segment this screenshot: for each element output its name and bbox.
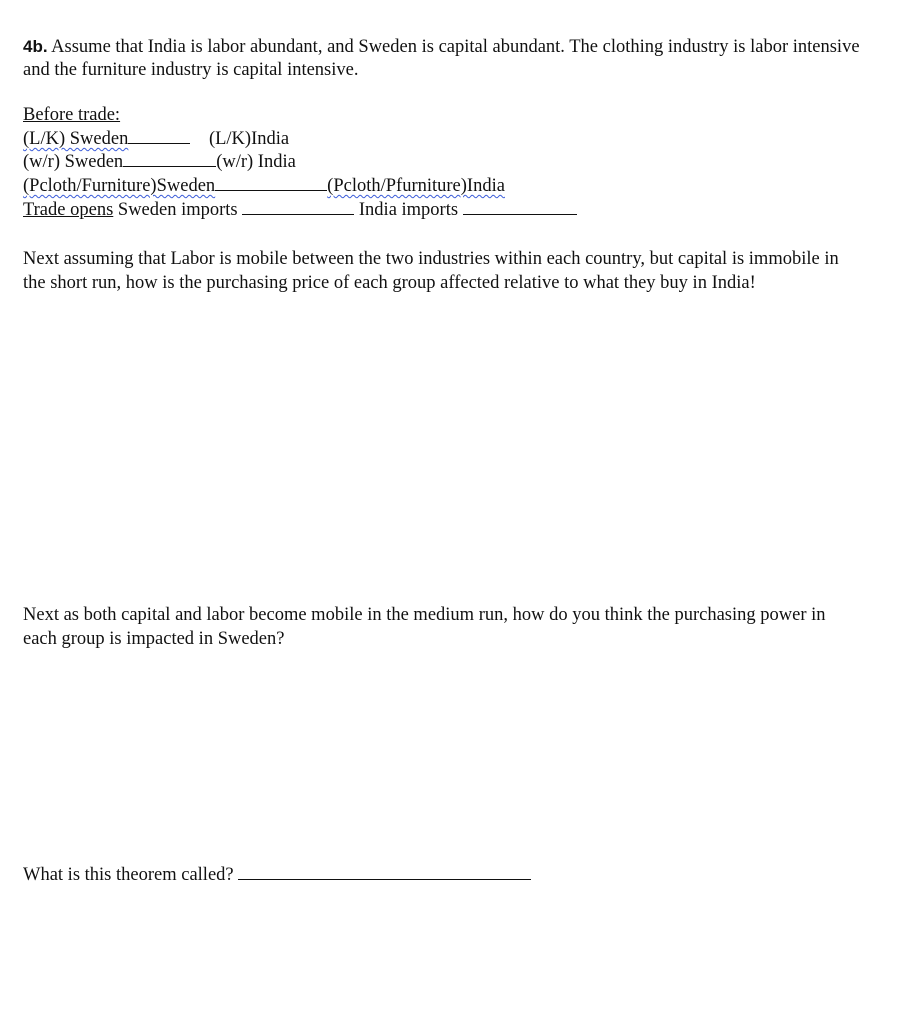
price-row [23,175,505,198]
sweden-imports-label: Sweden imports [117,200,238,220]
intro-paragraph [23,35,883,82]
short-run-question: Next assuming that Labor is mobile between the two industries within each country, but capital is immobile in the short run, how is the purchasing price of each group affected relative to what they buy in India! [23,249,839,293]
intro-text: Assume that India is labor abundant, and Sweden is capital abundant. The clothing industry is labor intensive and the furniture industry is capital intensive. [23,37,860,80]
medium-run-question: Next as both capital and labor become mobile in the medium run, how do you think the purchasing power in each group is impacted in Sweden? [23,605,826,649]
wr-sweden-blank[interactable] [123,151,216,167]
theorem-question: What is this theorem called? [23,865,234,885]
p-sweden-blank[interactable] [215,175,327,191]
question-number: 4b. [23,37,48,56]
wr-row [23,151,296,174]
wr-india-label: (w/r) India [216,152,296,172]
lk-sweden-blank[interactable] [128,128,190,144]
before-trade-heading [23,104,120,127]
trade-row [23,199,577,222]
p-sweden-label: (Pcloth/Furniture)Sweden [23,176,216,196]
lk-sweden-label: (L/K) Sweden [23,129,129,149]
lk-row [23,128,289,151]
theorem-row [23,864,531,887]
india-imports-label: India imports [358,200,459,220]
theorem-blank[interactable] [238,864,531,880]
wr-sweden-label: (w/r) Sweden [23,152,124,172]
sweden-imports-blank[interactable] [242,199,354,215]
before-trade-label: Before trade: [23,105,121,125]
p-india-label: (Pcloth/Pfurniture)India [327,176,505,196]
india-imports-blank[interactable] [463,199,577,215]
lk-india-label: (L/K)India [208,129,290,149]
trade-opens-label: Trade opens [23,200,114,220]
